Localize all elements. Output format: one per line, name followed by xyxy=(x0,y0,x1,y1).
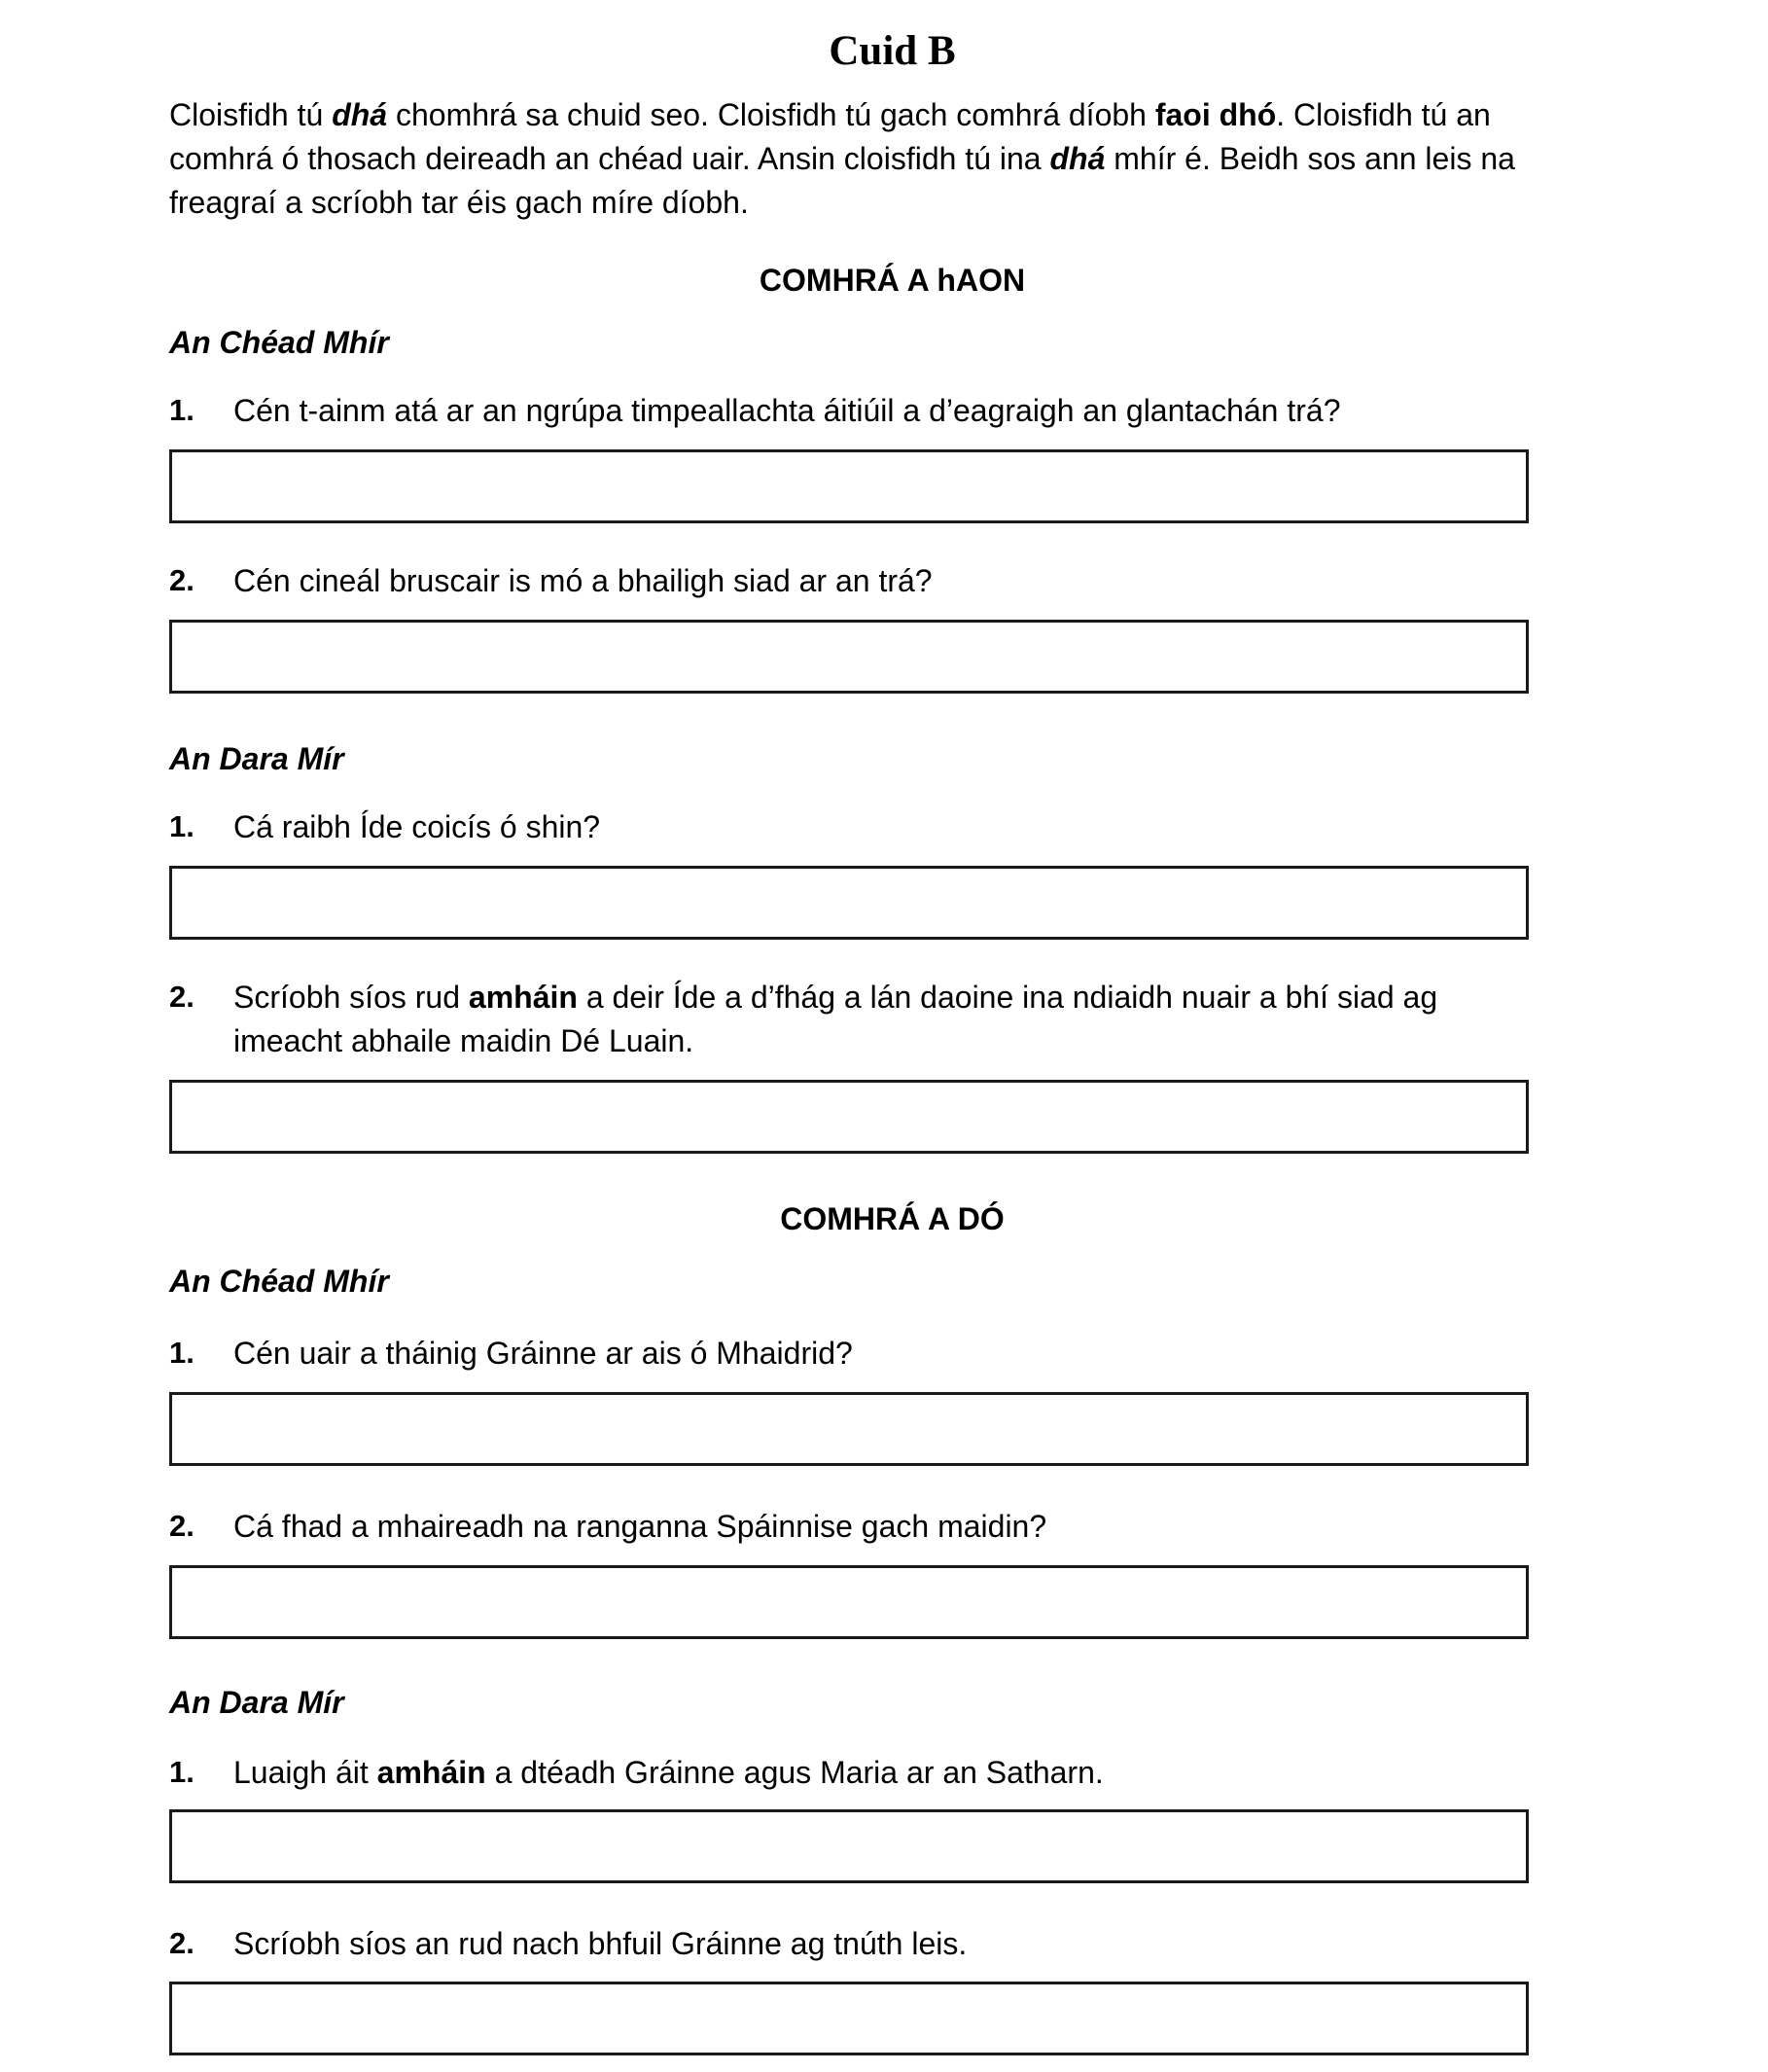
question-number: 2. xyxy=(169,1509,194,1543)
question-text: Cén t-ainm atá ar an ngrúpa timpeallachta áitiúil a d’eagraigh an glantachán trá? xyxy=(233,393,1341,428)
question-text: Cá raibh Íde coicís ó shin? xyxy=(233,809,601,844)
question-text-part: a dtéadh Gráinne agus Maria ar an Satharn. xyxy=(485,1755,1104,1790)
answer-box-c1-p2-q2[interactable] xyxy=(169,1080,1529,1154)
question-emphasis: amháin xyxy=(468,980,578,1015)
answer-box-c2-p1-q1[interactable] xyxy=(169,1392,1529,1466)
answer-box-c2-p2-q1[interactable] xyxy=(169,1809,1529,1883)
answer-box-c2-p1-q2[interactable] xyxy=(169,1565,1529,1639)
intro-text-3: . Cloisfidh tú an comhrá ó thosach deireadh an chéad uair. Ansin cloisfidh tú ina xyxy=(169,97,1491,176)
answer-box-c1-p1-q1[interactable] xyxy=(169,449,1529,523)
question-text xyxy=(233,976,1527,1063)
intro-text-4: mhír é. Beidh sos ann leis na freagraí a scríobh tar éis gach míre díobh. xyxy=(169,141,1515,220)
question-text-part: Luaigh áit xyxy=(233,1755,377,1790)
page-title: Cuid B xyxy=(829,28,956,74)
intro-emphasis-2: faoi dhó xyxy=(1154,97,1277,132)
question-number: 1. xyxy=(169,809,194,843)
conversation-2-part-2-heading: An Dara Mír xyxy=(169,1685,344,1720)
conversation-1-part-2-heading: An Dara Mír xyxy=(169,741,344,776)
question-number: 2. xyxy=(169,563,194,597)
question-text-part: a deir Íde a d’fhág a lán daoine ina ndiaidh nuair a bhí siad ag imeacht abhaile maidin Dé Luain. xyxy=(233,980,1438,1058)
question-number: 1. xyxy=(169,393,194,427)
conversation-2-part-1-heading: An Chéad Mhír xyxy=(169,1264,389,1299)
question-number: 1. xyxy=(169,1755,194,1789)
question-number: 2. xyxy=(169,1926,194,1960)
intro-text-1: Cloisfidh tú xyxy=(169,97,333,132)
conversation-1-heading: COMHRÁ A hAON xyxy=(759,263,1026,298)
intro-emphasis-1: dhá xyxy=(332,97,388,132)
instructions-paragraph xyxy=(169,93,1570,225)
question-text: Cá fhad a mhaireadh na ranganna Spáinnise gach maidin? xyxy=(233,1509,1047,1544)
conversation-2-heading: COMHRÁ A DÓ xyxy=(780,1201,1005,1236)
intro-text-2: chomhrá sa chuid seo. Cloisfidh tú gach comhrá díobh xyxy=(387,97,1155,132)
question-text-part: Scríobh síos rud xyxy=(233,980,469,1015)
question-emphasis: amháin xyxy=(376,1755,486,1790)
conversation-1-part-1-heading: An Chéad Mhír xyxy=(169,325,389,360)
answer-box-c2-p2-q2[interactable] xyxy=(169,1982,1529,2055)
answer-box-c1-p1-q2[interactable] xyxy=(169,620,1529,694)
question-text: Cén cineál bruscair is mó a bhailigh siad ar an trá? xyxy=(233,563,933,598)
answer-box-c1-p2-q1[interactable] xyxy=(169,866,1529,940)
question-text: Cén uair a tháinig Gráinne ar ais ó Mhaidrid? xyxy=(233,1336,853,1371)
question-text: Scríobh síos an rud nach bhfuil Gráinne ag tnúth leis. xyxy=(233,1926,968,1961)
question-text xyxy=(233,1751,1527,1795)
question-number: 2. xyxy=(169,980,194,1014)
question-number: 1. xyxy=(169,1336,194,1370)
intro-emphasis-3: dhá xyxy=(1049,141,1106,176)
